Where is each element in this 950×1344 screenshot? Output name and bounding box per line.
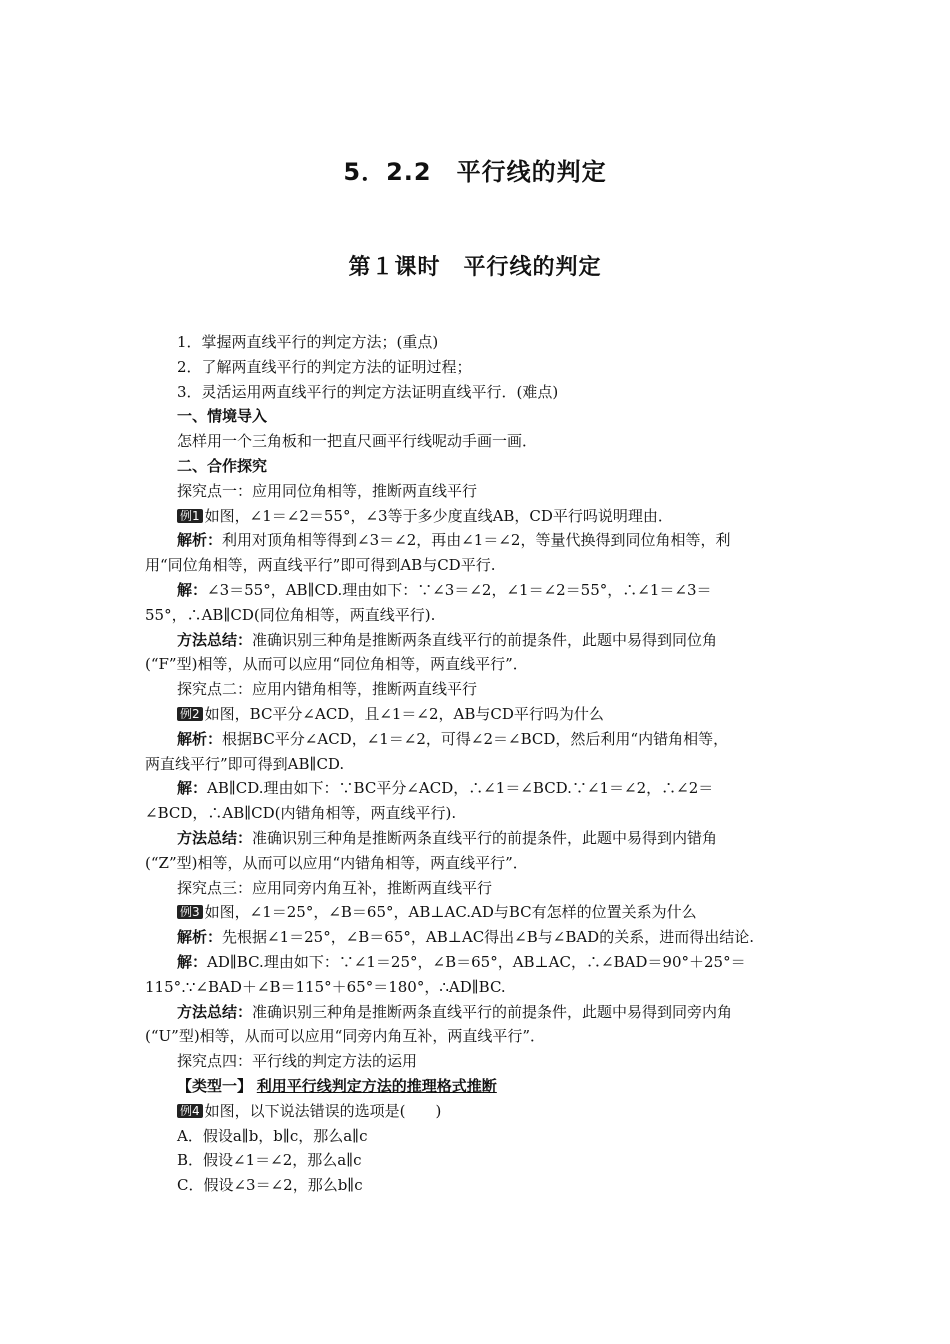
example2-analysis-line1 [145, 727, 810, 752]
example1-question [145, 504, 810, 529]
section-heading-intro: 一、情境导入 [177, 407, 268, 426]
analysis-text: 先根据∠1＝25°，∠B＝65°，AB⊥AC得出∠B与∠BAD的关系，进而得出结论. [222, 928, 754, 947]
summary-label: 方法总结： [177, 1002, 253, 1021]
solution-text: AB∥CD.理由如下：∵BC平分∠ACD，∴∠1＝∠BCD.∵∠1＝∠2，∴∠2＝ [207, 779, 714, 798]
objective-2: 2．了解两直线平行的判定方法的证明过程； [177, 357, 472, 376]
summary-label: 方法总结： [177, 630, 253, 649]
example-badge-icon: 例2 [177, 707, 203, 721]
document-body [145, 330, 810, 1198]
example3-solution-line2: 115°.∵∠BAD＋∠B＝115°＋65°＝180°，∴AD∥BC. [145, 977, 506, 996]
intro-text: 怎样用一个三角板和一把直尺画平行线呢动手画一画． [177, 432, 538, 451]
example2-analysis-line2: 两直线平行”即可得到AB∥CD. [145, 754, 345, 773]
summary-label: 方法总结： [177, 828, 253, 847]
summary-text: 准确识别三种角是推断两条直线平行的前提条件，此题中易得到同旁内角 [252, 1002, 733, 1021]
option-c: C．假设∠3＝∠2，那么b∥c [177, 1176, 363, 1195]
solution-label: 解： [177, 580, 208, 599]
example1-summary-line2: (“F”型)相等，从而可以应用“同位角相等，两直线平行”． [145, 655, 528, 674]
example3-summary-line1 [145, 1000, 810, 1025]
example2-summary-line2: (“Z”型)相等，从而可以应用“内错角相等，两直线平行”． [145, 853, 528, 872]
section-heading-explore: 二、合作探究 [177, 456, 268, 475]
analysis-label: 解析： [177, 928, 223, 947]
analysis-text: 利用对顶角相等得到∠3＝∠2，再由∠1＝∠2，等量代换得到同位角相等，利 [222, 531, 731, 550]
solution-text: ∠3＝55°，AB∥CD.理由如下：∵∠3＝∠2，∠1＝∠2＝55°，∴∠1＝∠3＝ [207, 580, 712, 599]
summary-text: 准确识别三种角是推断两条直线平行的前提条件，此题中易得到同位角 [252, 630, 718, 649]
example1-analysis-line1 [145, 528, 810, 553]
example1-solution-line1 [145, 578, 810, 603]
example3-solution-line1 [145, 950, 810, 975]
analysis-label: 解析： [177, 729, 223, 748]
question-text: 如图，以下说法错误的选项是( ) [204, 1101, 442, 1120]
type-label: 【类型一】 [177, 1076, 253, 1095]
example-badge-icon: 例3 [177, 905, 203, 919]
type-heading [145, 1074, 810, 1099]
example1-summary-line1 [145, 628, 810, 653]
example1-solution-line2: 55°，∴AB∥CD(同位角相等，两直线平行). [145, 605, 436, 624]
example2-solution-line2: ∠BCD，∴AB∥CD(内错角相等，两直线平行). [145, 804, 457, 823]
point2-title: 探究点二：应用内错角相等，推断两直线平行 [177, 680, 478, 699]
objective-3: 3．灵活运用两直线平行的判定方法证明直线平行．(难点) [177, 382, 559, 401]
question-text: 如图，∠1＝25°，∠B＝65°，AB⊥AC.AD与BC有怎样的位置关系为什么 [204, 903, 697, 922]
point1-title: 探究点一：应用同位角相等，推断两直线平行 [177, 481, 478, 500]
example2-question [145, 702, 810, 727]
option-a: A．假设a∥b，b∥c，那么a∥c [177, 1126, 368, 1145]
type-title: 利用平行线判定方法的推理格式推断 [256, 1076, 497, 1095]
solution-label: 解： [177, 779, 208, 798]
example-badge-icon: 例1 [177, 509, 203, 523]
example3-analysis-line1 [145, 925, 810, 950]
page-title: 5．2.2 平行线的判定 [343, 158, 607, 186]
example2-summary-line1 [145, 826, 810, 851]
solution-text: AD∥BC.理由如下：∵∠1＝25°，∠B＝65°，AB⊥AC，∴∠BAD＝90°＋25°＝ [207, 952, 746, 971]
option-b: B．假设∠1＝∠2，那么a∥c [177, 1151, 362, 1170]
example1-analysis-line2: 用“同位角相等，两直线平行”即可得到AB与CD平行. [145, 556, 496, 575]
example-badge-icon: 例4 [177, 1104, 203, 1118]
analysis-label: 解析： [177, 531, 223, 550]
solution-label: 解： [177, 952, 208, 971]
point3-title: 探究点三：应用同旁内角互补，推断两直线平行 [177, 878, 493, 897]
objective-1: 1．掌握两直线平行的判定方法；(重点) [177, 333, 439, 351]
example3-summary-line2: (“U”型)相等，从而可以应用“同旁内角互补，两直线平行”． [145, 1027, 546, 1046]
question-text: 如图，∠1＝∠2＝55°，∠3等于多少度直线AB，CD平行吗说明理由． [204, 506, 673, 525]
point4-title: 探究点四：平行线的判定方法的运用 [177, 1052, 418, 1071]
lesson-subtitle: 第１课时 平行线的判定 [348, 255, 602, 280]
summary-text: 准确识别三种角是推断两条直线平行的前提条件，此题中易得到内错角 [252, 828, 718, 847]
example4-question [145, 1099, 810, 1124]
question-text: 如图，BC平分∠ACD，且∠1＝∠2，AB与CD平行吗为什么 [204, 704, 604, 723]
example2-solution-line1 [145, 776, 810, 801]
example3-question [145, 900, 810, 925]
analysis-text: 根据BC平分∠ACD，∠1＝∠2，可得∠2＝∠BCD，然后利用“内错角相等， [222, 729, 729, 748]
